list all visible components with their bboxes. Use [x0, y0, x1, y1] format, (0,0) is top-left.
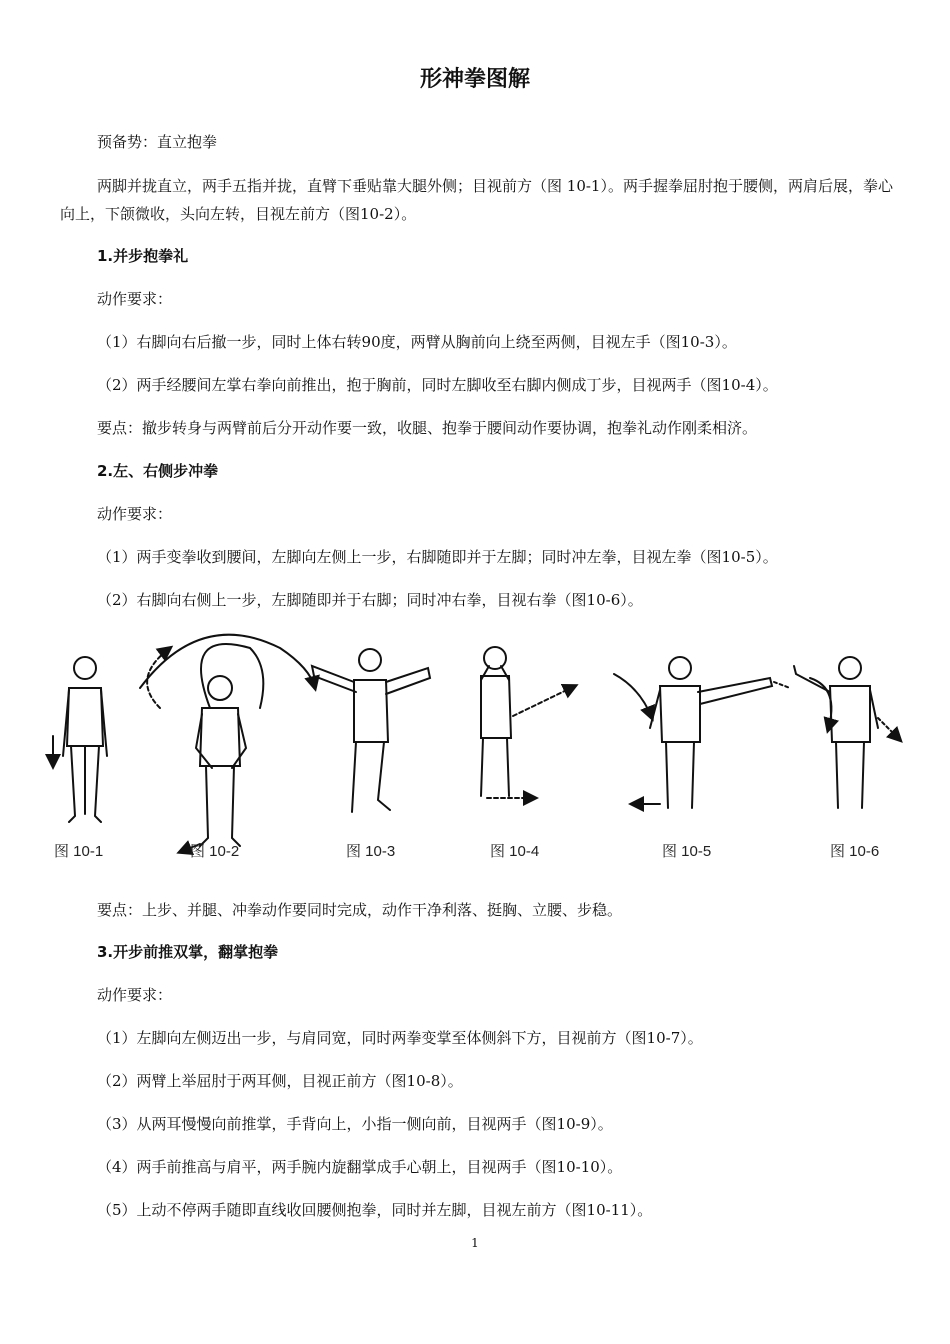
section-1-req: 动作要求： [97, 290, 173, 308]
section-1-key: 要点：撤步转身与两臂前后分开动作要一致，收腿、抱拳于腰间动作要协调，抱拳礼动作刚柔相济。 [97, 419, 758, 437]
page-title: 形神拳图解 [419, 67, 530, 92]
figure-10-5 [614, 657, 790, 808]
figure-10-3 [312, 649, 430, 812]
figure-10-4 [481, 647, 575, 798]
prep-text: 两脚并拢直立，两手五指并拢，直臂下垂贴靠大腿外侧；目视前方（图 10-1）。两手握拳屈肘抱于腰侧，两肩后展，拳心向上，下颌微收，头向左转，目视左前方（图10-2）。 [60, 177, 893, 223]
figure-caption: 图 10-5 [662, 843, 712, 860]
figure-caption: 图 10-4 [490, 843, 540, 860]
section-2-key: 要点：上步、并腿、冲拳动作要同时完成，动作干净利落、挺胸、立腰、步稳。 [97, 901, 623, 919]
section-2-heading: 2.左、右侧步冲拳 [97, 462, 219, 480]
figure-10-1 [53, 657, 107, 822]
section-1-item: （2）两手经腰间左掌右拳向前推出，抱于胸前，同时左脚收至右脚内侧成丁步，目视两手（图10-4）。 [97, 376, 778, 394]
section-2-item: （1）两手变拳收到腰间，左脚向左侧上一步，右脚随即并于左脚；同时冲左拳，目视左拳（图10-5）。 [97, 548, 778, 566]
figure-10-6 [794, 657, 900, 808]
figure-caption: 图 10-2 [190, 843, 240, 860]
figure-strip [40, 628, 910, 868]
figure-caption: 图 10-3 [346, 843, 396, 860]
section-3-item: （5）上动不停两手随即直线收回腰侧抱拳，同时并左脚，目视左前方（图10-11）。 [97, 1201, 653, 1219]
section-3-item: （4）两手前推高与肩平，两手腕内旋翻掌成手心朝上，目视两手（图10-10）。 [97, 1158, 623, 1176]
figure-caption: 图 10-1 [54, 843, 104, 860]
section-3-req: 动作要求： [97, 986, 173, 1004]
page-number: 1 [471, 1236, 479, 1250]
figure-10-2 [140, 635, 315, 852]
section-1-heading: 1.并步抱拳礼 [97, 247, 189, 265]
section-3-item: （2）两臂上举屈肘于两耳侧，目视正前方（图10-8）。 [97, 1072, 463, 1090]
section-1-item: （1）右脚向右后撤一步，同时上体右转90度，两臂从胸前向上绕至两侧，目视左手（图10-3）。 [97, 333, 737, 351]
prep-label: 预备势：直立抱拳 [97, 133, 218, 151]
section-3-item: （1）左脚向左侧迈出一步，与肩同宽，同时两拳变掌至体侧斜下方，目视前方（图10-7）。 [97, 1029, 703, 1047]
section-3-item: （3）从两耳慢慢向前推掌，手背向上，小指一侧向前，目视两手（图10-9）。 [97, 1115, 613, 1133]
section-2-req: 动作要求： [97, 505, 173, 523]
figure-illustrations [40, 628, 910, 868]
section-2-item: （2）右脚向右侧上一步，左脚随即并于右脚；同时冲右拳，目视右拳（图10-6）。 [97, 591, 643, 609]
section-3-heading: 3.开步前推双掌，翻掌抱拳 [97, 943, 279, 961]
figure-caption: 图 10-6 [830, 843, 880, 860]
